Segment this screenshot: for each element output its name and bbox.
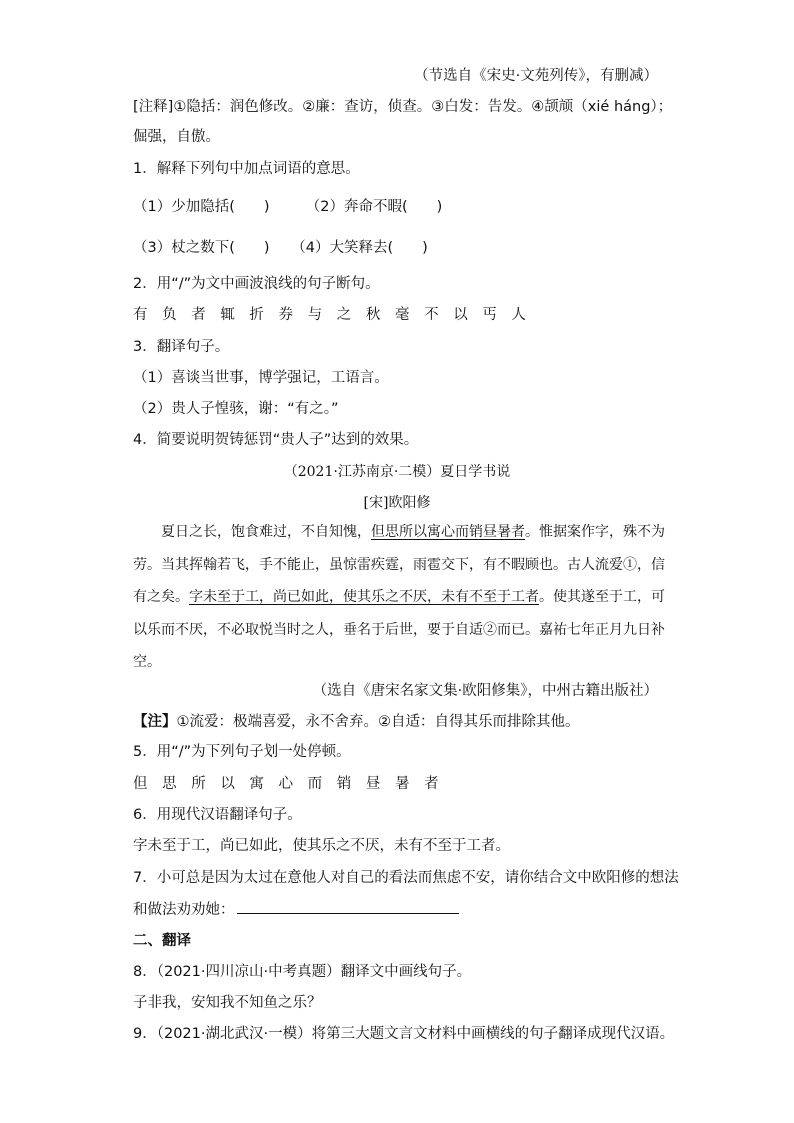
q5-prompt: 5．用“/”为下列句子划一处停顿。 <box>133 744 351 760</box>
passage2-line3-b: 。使其遂至于工，可 <box>539 589 665 605</box>
passage2-line1-a: 夏日之长，饱食难过，不自知愧， <box>161 524 371 540</box>
underlined-sentence: 但思所以寓心而销昼暑者 <box>371 524 525 540</box>
q1-row2: （3）杖之数下( ) （4）大笑释去( ) <box>133 240 428 256</box>
q9-prompt: 9．（2021·湖北武汉·一模）将第三大题文言文材料中画横线的句子翻译成现代汉语。 <box>133 1026 675 1042</box>
passage1-notes-line2: 倔强，自傲。 <box>133 129 220 145</box>
q6-text: 字未至于工，尚已如此，使其乐之不厌，未有不至于工者。 <box>133 838 510 854</box>
q7-line2-text: 和做法劝劝她： <box>133 902 235 918</box>
q3-sentence2: （2）贵人子惶骇，谢：“有之。” <box>133 401 339 417</box>
q5-text: 但 思 所 以 寓 心 而 销 昼 暑 者 <box>133 776 444 792</box>
passage2-line5: 空。 <box>133 654 161 670</box>
q8-prompt: 8．（2021·四川凉山·中考真题）翻译文中画线句子。 <box>133 964 472 980</box>
q2-text: 有 负 者 辄 折 券 与 之 秋 毫 不 以 丐 人 <box>133 307 531 323</box>
passage2-author: [宋]欧阳修 <box>363 495 431 511</box>
q3-sentence1: （1）喜谈当世事，博学强记，工语言。 <box>133 370 389 386</box>
q4-prompt: 4．简要说明贺铸惩罚“贵人子”达到的效果。 <box>133 432 419 448</box>
passage2-line4: 以乐而不厌，不必取悦当时之人，垂名于后世，要于自适②而已。嘉祐七年正月九日补 <box>133 622 665 638</box>
passage2-note <box>133 712 580 732</box>
answer-blank[interactable] <box>237 899 459 914</box>
q2-prompt: 2．用“/”为文中画波浪线的句子断句。 <box>133 276 380 292</box>
q6-prompt: 6．用现代汉语翻译句子。 <box>133 807 302 823</box>
section2-heading: 二、翻译 <box>133 933 191 949</box>
passage2-line2: 劳。当其挥翰若飞，手不能止，虽惊雷疾霆，雨雹交下，有不暇顾也。古人流爱①，信 <box>133 557 665 573</box>
passage1-notes-line1: [注释]①隐括：润色修改。②廉：查访，侦查。③白发：告发。④颉颃（xié háng）； <box>133 99 673 115</box>
q3-prompt: 3．翻译句子。 <box>133 339 230 355</box>
passage2-line1-b: 。惟据案作字，殊不为 <box>525 524 665 540</box>
passage2-source: （选自《唐宋名家文集·欧阳修集》，中州古籍出版社） <box>312 683 658 699</box>
q1-row1: （1）少加隐括( ) （2）奔命不暇( ) <box>133 199 443 215</box>
note-text: ①流爱：极端喜爱，永不舍弃。②自适：自得其乐而排除其他。 <box>176 714 580 730</box>
passage2-line3 <box>133 587 665 607</box>
passage2-line1 <box>161 522 665 542</box>
q7-line1: 7．小可总是因为太过在意他人对自己的看法而焦虑不安，请你结合文中欧阳修的想法 <box>133 870 679 886</box>
passage2-title: （2021·江苏南京·二模）夏日学书说 <box>283 464 511 480</box>
q1-prompt: 1．解释下列句中加点词语的意思。 <box>133 161 360 177</box>
q7-line2 <box>133 899 459 920</box>
passage2-line3-a: 有之矣。 <box>133 589 189 605</box>
note-label: 【注】 <box>133 714 177 730</box>
passage1-source: （节选自《宋史·文苑列传》，有删减） <box>414 68 658 84</box>
q8-text: 子非我，安知我不知鱼之乐？ <box>133 995 322 1011</box>
underlined-sentence: 字未至于工，尚已如此，使其乐之不厌，未有不至于工者 <box>189 589 539 605</box>
